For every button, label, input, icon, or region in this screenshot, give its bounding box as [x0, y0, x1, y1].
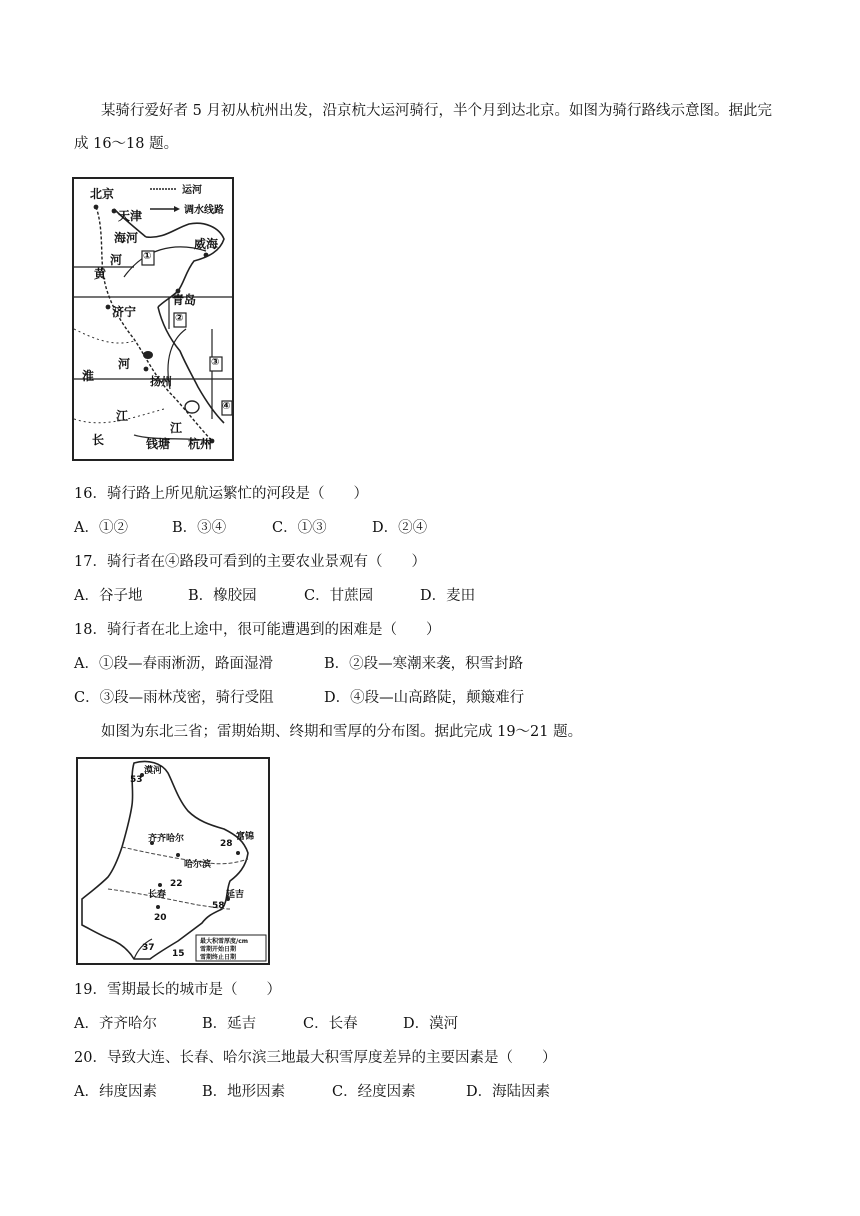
map1-label-he: 河: [110, 253, 123, 267]
q17-option-c: C．甘蔗园: [304, 588, 374, 604]
q20-option-b: B．地形因素: [202, 1084, 286, 1100]
map2-label-val22: 22: [170, 879, 183, 889]
map1-label-tianjin: 天津: [118, 209, 143, 223]
q18-option-a: A．①段—春雨淅沥，路面湿滑: [74, 656, 273, 672]
q20-stem: 20．导致大连、长春、哈尔滨三地最大积雪厚度差异的主要因素是（ ）: [74, 1050, 557, 1066]
map1-label-yangzhou: 扬州: [150, 375, 172, 388]
map2-label-haerbin: 哈尔滨: [184, 860, 212, 870]
q16-option-a: A．①②: [74, 520, 128, 536]
map2-label-mohe-val: 53: [130, 775, 143, 785]
northeast-snow-map: [76, 757, 270, 965]
q19-option-a: A．齐齐哈尔: [74, 1016, 157, 1032]
q17-stem: 17．骑行者在④路段可看到的主要农业景观有（ ）: [74, 554, 426, 570]
map1-label-haihe: 海河: [114, 231, 139, 245]
q19-option-b: B．延吉: [202, 1016, 257, 1032]
map2-label-yanji: 延吉: [226, 890, 245, 900]
q17-option-b: B．橡胶园: [188, 588, 257, 604]
map1-seg1-marker: ①: [143, 251, 152, 262]
canal-map-drawing: [74, 179, 232, 459]
q18-option-b: B．②段—寒潮来袭，积雪封路: [324, 656, 524, 672]
snow-map-drawing: [78, 759, 268, 963]
map2-legend-2: 雪期开始日期: [200, 946, 237, 953]
q20-option-c: C．经度因素: [332, 1084, 416, 1100]
map2-label-val15: 15: [172, 949, 185, 959]
map1-seg4-marker: ④: [222, 401, 231, 412]
q18-stem: 18．骑行者在北上途中，很可能遭遇到的困难是（ ）: [74, 622, 441, 638]
q19-stem: 19．雪期最长的城市是（ ）: [74, 982, 281, 998]
q16-option-b: B．③④: [172, 520, 227, 536]
grand-canal-route-map: [72, 177, 234, 461]
map1-label-huai: 淮: [82, 369, 95, 383]
intro2-line1: 如图为东北三省；雷期始期、终期和雪厚的分布图。据此完成 19～21 题。: [101, 724, 583, 740]
map1-label-qiantang: 钱塘: [146, 437, 171, 451]
q16-option-d: D．②④: [372, 520, 428, 536]
q19-option-c: C．长春: [303, 1016, 358, 1032]
map2-label-yanji-val: 58: [212, 901, 225, 911]
map1-label-jiang: 江: [116, 409, 129, 423]
map1-label-weihai: 威海: [194, 237, 219, 251]
map2-label-changchun: 长春: [148, 890, 167, 900]
map1-label-jiang2: 江: [170, 421, 183, 435]
map2-label-val37: 37: [142, 943, 155, 953]
map2-label-qiqihaer: 齐齐哈尔: [148, 834, 185, 844]
map2-label-val20: 20: [154, 913, 167, 923]
map1-label-he2: 河: [118, 357, 131, 371]
q16-stem: 16．骑行路上所见航运繁忙的河段是（ ）: [74, 486, 368, 502]
intro1-line2: 成 16～18 题。: [74, 136, 179, 152]
q19-option-d: D．漠河: [403, 1016, 459, 1032]
map1-legend-canal: 运河: [182, 185, 202, 196]
map1-label-jining: 济宁: [112, 305, 137, 319]
map1-label-chang: 长: [92, 433, 105, 447]
map2-label-fujin-val: 28: [220, 839, 233, 849]
map1-seg2-marker: ②: [175, 313, 184, 324]
q17-option-d: D．麦田: [420, 588, 476, 604]
map2-legend-3: 雪期终止日期: [200, 954, 237, 961]
map1-label-qingdao: 青岛: [172, 293, 197, 307]
map2-label-fujin: 富锦: [236, 832, 255, 842]
q20-option-a: A．纬度因素: [74, 1084, 157, 1100]
q16-option-c: C．①③: [272, 520, 327, 536]
map1-label-hangzhou: 杭州: [188, 437, 213, 451]
q20-option-d: D．海陆因素: [466, 1084, 551, 1100]
map2-label-mohe: 漠河: [144, 766, 163, 776]
q17-option-a: A．谷子地: [74, 588, 143, 604]
map1-label-beijing: 北京: [90, 187, 115, 201]
map1-legend-water: 调水线路: [184, 205, 224, 216]
map1-label-huang: 黄: [94, 267, 107, 281]
map2-legend-1: 最大积雪厚度/cm: [200, 938, 249, 945]
q18-option-c: C．③段—雨林茂密，骑行受阻: [74, 690, 274, 706]
q18-option-d: D．④段—山高路陡，颠簸难行: [324, 690, 525, 706]
map1-seg3-marker: ③: [211, 357, 220, 368]
intro1-line1: 某骑行爱好者 5 月初从杭州出发，沿京杭大运河骑行，半个月到达北京。如图为骑行路线示意图。据此完: [101, 103, 772, 119]
